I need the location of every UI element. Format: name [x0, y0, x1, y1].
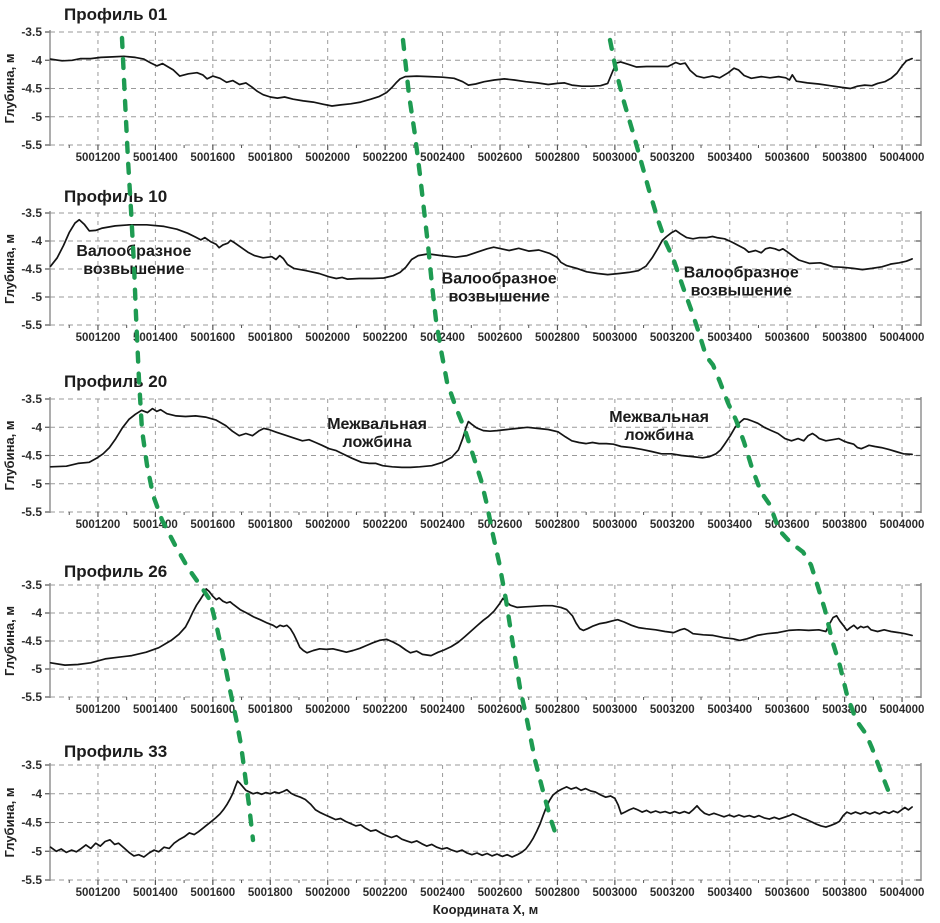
y-tick-label: -4: [31, 53, 42, 68]
x-tick-label: 5003800: [822, 332, 868, 344]
x-tick-label: 5002200: [362, 332, 408, 344]
x-tick-label: 5004000: [879, 887, 925, 899]
y-axis-title: Глубина, м: [2, 606, 17, 676]
depth-profile-curve: [51, 781, 913, 857]
x-tick-label: 5001800: [247, 332, 293, 344]
x-tick-label: 5001400: [133, 704, 178, 716]
x-tick-label: 5001800: [247, 519, 293, 531]
x-tick-label: 5002400: [420, 152, 465, 164]
x-tick-label: 5001600: [190, 519, 236, 531]
x-tick-label: 5002200: [362, 152, 408, 164]
x-tick-label: 5002600: [477, 152, 523, 164]
geomorph-annotation: ложбина: [624, 427, 694, 445]
geomorph-annotation: возвышение: [83, 261, 185, 279]
y-tick-label: -5.5: [21, 318, 42, 332]
y-tick-label: -3.5: [21, 392, 42, 406]
profile-panel: [2, 742, 924, 899]
x-tick-label: 5001200: [75, 332, 121, 344]
x-tick-label: 5002200: [362, 887, 408, 899]
y-axis-title: Глубина, м: [2, 234, 17, 304]
x-tick-label: 5002400: [420, 704, 465, 716]
y-axis-title: Глубина, м: [2, 420, 17, 491]
x-tick-label: 5001600: [190, 332, 236, 344]
x-tick-label: 5001400: [133, 332, 178, 344]
profile-panel: [2, 187, 924, 344]
x-tick-label: 5002400: [420, 519, 465, 531]
y-tick-label: -4.5: [21, 815, 42, 830]
x-tick-label: 5001600: [190, 152, 236, 164]
x-tick-label: 5001200: [75, 704, 121, 716]
x-tick-label: 5002800: [535, 704, 580, 716]
y-tick-label: -5: [31, 109, 42, 124]
y-tick-label: -5.5: [21, 690, 42, 704]
x-tick-label: 5002800: [535, 519, 580, 531]
x-tick-label: 5002000: [305, 519, 351, 531]
panel-title: Профиль 20: [64, 372, 168, 391]
x-tick-label: 5001600: [190, 704, 236, 716]
y-tick-label: -4: [31, 606, 42, 620]
x-tick-label: 5003600: [764, 152, 810, 164]
depth-profile-curve: [51, 589, 913, 665]
x-tick-label: 5001400: [133, 519, 178, 531]
x-tick-label: 5004000: [879, 704, 925, 716]
x-tick-label: 5003800: [822, 887, 868, 899]
y-tick-label: -4: [31, 786, 42, 801]
y-tick-label: -4.5: [21, 448, 42, 463]
x-tick-label: 5001800: [247, 704, 293, 716]
geomorph-annotation: ложбина: [342, 433, 412, 451]
x-tick-label: 5004000: [879, 152, 925, 164]
panel-title: Профиль 10: [64, 187, 168, 206]
x-tick-label: 5002200: [362, 704, 408, 716]
geomorph-annotation: Валообразное: [441, 270, 557, 288]
y-axis-title: Глубина, м: [2, 53, 17, 124]
x-tick-label: 5003800: [822, 519, 868, 531]
x-tick-label: 5002600: [477, 332, 523, 344]
x-tick-label: 5003600: [764, 519, 810, 531]
y-tick-label: -3.5: [21, 758, 42, 772]
y-tick-label: -4: [31, 234, 42, 248]
x-tick-label: 5001200: [75, 152, 121, 164]
x-tick-label: 5002000: [305, 704, 351, 716]
y-tick-label: -3.5: [21, 25, 42, 39]
x-tick-label: 5002400: [420, 332, 465, 344]
x-tick-label: 5002600: [477, 704, 523, 716]
geomorph-annotation: Межвальная: [609, 409, 709, 427]
x-tick-label: 5003200: [649, 332, 695, 344]
x-tick-label: 5003400: [707, 519, 753, 531]
x-tick-label: 5003600: [764, 704, 810, 716]
x-tick-label: 5003400: [707, 152, 753, 164]
geomorph-annotation: Валообразное: [683, 264, 799, 282]
x-tick-label: 5001400: [133, 887, 178, 899]
depth-profile-curve: [51, 409, 913, 468]
x-tick-label: 5001200: [75, 887, 121, 899]
x-tick-label: 5001400: [133, 152, 178, 164]
x-tick-label: 5003000: [592, 519, 638, 531]
x-tick-label: 5003600: [764, 332, 810, 344]
x-tick-label: 5003000: [592, 704, 638, 716]
geomorph-annotation: Межвальная: [327, 415, 427, 433]
x-tick-label: 5003000: [592, 887, 638, 899]
x-tick-label: 5003400: [707, 887, 753, 899]
y-tick-label: -5: [31, 290, 42, 304]
x-tick-label: 5002400: [420, 887, 465, 899]
x-tick-label: 5003200: [649, 152, 695, 164]
x-tick-label: 5001800: [247, 887, 293, 899]
x-tick-label: 5003600: [764, 887, 810, 899]
profile-panel: [2, 5, 924, 164]
y-tick-label: -4.5: [21, 81, 42, 96]
y-axis-title: Глубина, м: [2, 787, 17, 858]
x-tick-label: 5001800: [247, 152, 293, 164]
x-tick-label: 5004000: [879, 332, 925, 344]
geomorph-annotation: возвышение: [690, 282, 792, 300]
geomorph-annotation: Валообразное: [76, 243, 192, 261]
y-tick-label: -5: [31, 476, 42, 491]
x-tick-label: 5003400: [707, 704, 753, 716]
x-tick-label: 5002000: [305, 332, 351, 344]
y-tick-label: -4: [31, 420, 42, 435]
y-tick-label: -4.5: [21, 634, 42, 648]
x-tick-label: 5002800: [535, 152, 580, 164]
x-tick-label: 5002800: [535, 887, 580, 899]
x-tick-label: 5003200: [649, 887, 695, 899]
x-tick-label: 5003400: [707, 332, 753, 344]
x-tick-label: 5002000: [305, 152, 351, 164]
panel-title: Профиль 26: [64, 562, 168, 581]
y-tick-label: -5.5: [21, 138, 42, 152]
y-tick-label: -4.5: [21, 262, 42, 276]
panel-title: Профиль 01: [64, 5, 168, 24]
x-tick-label: 5002600: [477, 887, 523, 899]
x-tick-label: 5003000: [592, 152, 638, 164]
y-tick-label: -5.5: [21, 873, 42, 887]
x-tick-label: 5001600: [190, 887, 236, 899]
depth-profile-curve: [51, 56, 913, 106]
y-tick-label: -5: [31, 662, 42, 676]
x-tick-label: 5003200: [649, 704, 695, 716]
x-tick-label: 5002600: [477, 519, 523, 531]
y-tick-label: -5: [31, 844, 42, 859]
x-tick-label: 5001200: [75, 519, 121, 531]
x-tick-label: 5003800: [822, 704, 868, 716]
y-tick-label: -5.5: [21, 505, 42, 519]
x-tick-label: 5003800: [822, 152, 868, 164]
x-tick-label: 5002200: [362, 519, 408, 531]
x-tick-label: 5002000: [305, 887, 351, 899]
x-tick-label: 5003200: [649, 519, 695, 531]
x-tick-label: 5002800: [535, 332, 580, 344]
x-axis-title: Координата X, м: [432, 902, 539, 917]
x-tick-label: 5004000: [879, 519, 925, 531]
y-tick-label: -3.5: [21, 578, 42, 592]
y-tick-label: -3.5: [21, 206, 42, 220]
geomorph-annotation: возвышение: [448, 288, 550, 306]
profile-panel: [2, 562, 924, 716]
x-tick-label: 5003000: [592, 332, 638, 344]
panel-title: Профиль 33: [64, 742, 168, 761]
